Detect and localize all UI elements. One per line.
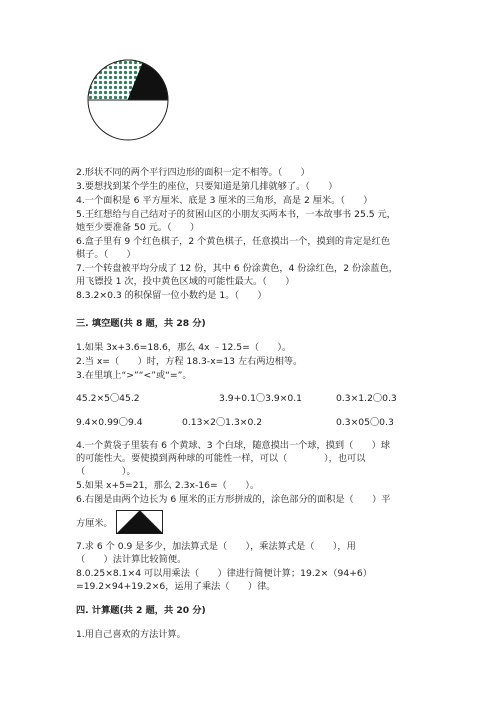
fill-q6-cont: 方厘米。 xyxy=(76,518,113,529)
fill-q7: 7.求 6 个 0.9 是多少，加法算式是（ ），乘法算式是（ ），用 xyxy=(76,541,356,552)
compare-2-2: 0.13×2〇1.3×0.2 xyxy=(182,417,263,428)
fill-q5: 5.如果 x+5=21，那么 2.3x-16=（ ）。 xyxy=(76,480,260,491)
judge-item-8: 8.3.2×0.3 的积保留一位小数约是 1。（ ） xyxy=(76,290,267,301)
calc-q1: 1.用自己喜欢的方法计算。 xyxy=(76,629,186,640)
fill-q4-cont2: （ ）。 xyxy=(76,466,136,477)
fill-q4: 4.一个黄袋子里装有 6 个黄球、3 个白球，随意摸出一个球，摸到（ ）球 xyxy=(76,440,391,451)
judge-item-5-cont: 她至少要准备 50 元。（ ） xyxy=(76,222,200,233)
judge-item-3: 3.要想找到某个学生的座位，只要知道是第几排就够了。（ ） xyxy=(76,181,338,192)
fill-q8: 8.0.25×8.1×4 可以用乘法（ ）律进行简便计算；19.2×（94+6） xyxy=(76,568,372,579)
fill-q4-cont: 的可能性大。要使摸到两种球的可能性一样，可以（ ），也可以 xyxy=(76,453,366,464)
compare-1-3: 0.3×1.2〇0.3 xyxy=(336,393,397,404)
fill-q3: 3.在里填上“>”“<”或“=”。 xyxy=(76,370,192,381)
fill-q7-cont: （ ）法计算比较简便。 xyxy=(76,554,187,565)
compare-2-3: 0.3×05〇0.3 xyxy=(336,417,394,428)
section-4-title: 四. 计算题(共 2 题，共 20 分) xyxy=(76,605,206,616)
judge-item-4: 4.一个面积是 6 平方厘米、底是 3 厘米的三角形，高是 2 厘米。（ ） xyxy=(76,195,373,206)
fill-q2: 2.当 x=（ ）时，方程 18.3-x=13 左右两边相等。 xyxy=(76,356,303,367)
compare-2-1: 9.4×0.99〇9.4 xyxy=(76,417,143,428)
judge-item-2: 2.形状不同的两个平行四边形的面积一定不相等。（ ） xyxy=(76,167,310,178)
two-squares-figure xyxy=(116,510,166,534)
judge-item-7: 7.一个转盘被平均分成了 12 份，其中 6 份涂黄色，4 份涂红色，2 份涂蓝色， xyxy=(76,263,398,274)
circle-figure xyxy=(83,55,173,145)
fill-q1: 1.如果 3x+3.6=18.6，那么 4x ﹣12.5=（ ）。 xyxy=(76,342,292,353)
section-3-title: 三. 填空题(共 8 题，共 28 分) xyxy=(76,318,206,329)
compare-1-1: 45.2×5〇45.2 xyxy=(76,393,140,404)
judge-item-6: 6.盒子里有 9 个红色棋子，2 个黄色棋子，任意摸出一个，摸到的肯定是红色 xyxy=(76,236,391,247)
judge-item-6-cont: 棋子。（ ） xyxy=(76,249,136,260)
judge-item-7-cont: 用飞镖投 1 次，投中黄色区域的可能性最大。（ ） xyxy=(76,276,295,287)
fill-q8-cont: =19.2×94+19.2×6，运用了乘法（ ）律。 xyxy=(76,581,276,592)
compare-1-2: 3.9+0.1〇3.9×0.1 xyxy=(219,393,303,404)
fill-q6: 6.右图是由两个边长为 6 厘米的正方形拼成的，涂色部分的面积是（ ）平 xyxy=(76,494,391,505)
judge-item-5: 5.王红想给与自己结对子的贫困山区的小朋友买两本书，一本故事书 25.5 元， xyxy=(76,209,396,220)
